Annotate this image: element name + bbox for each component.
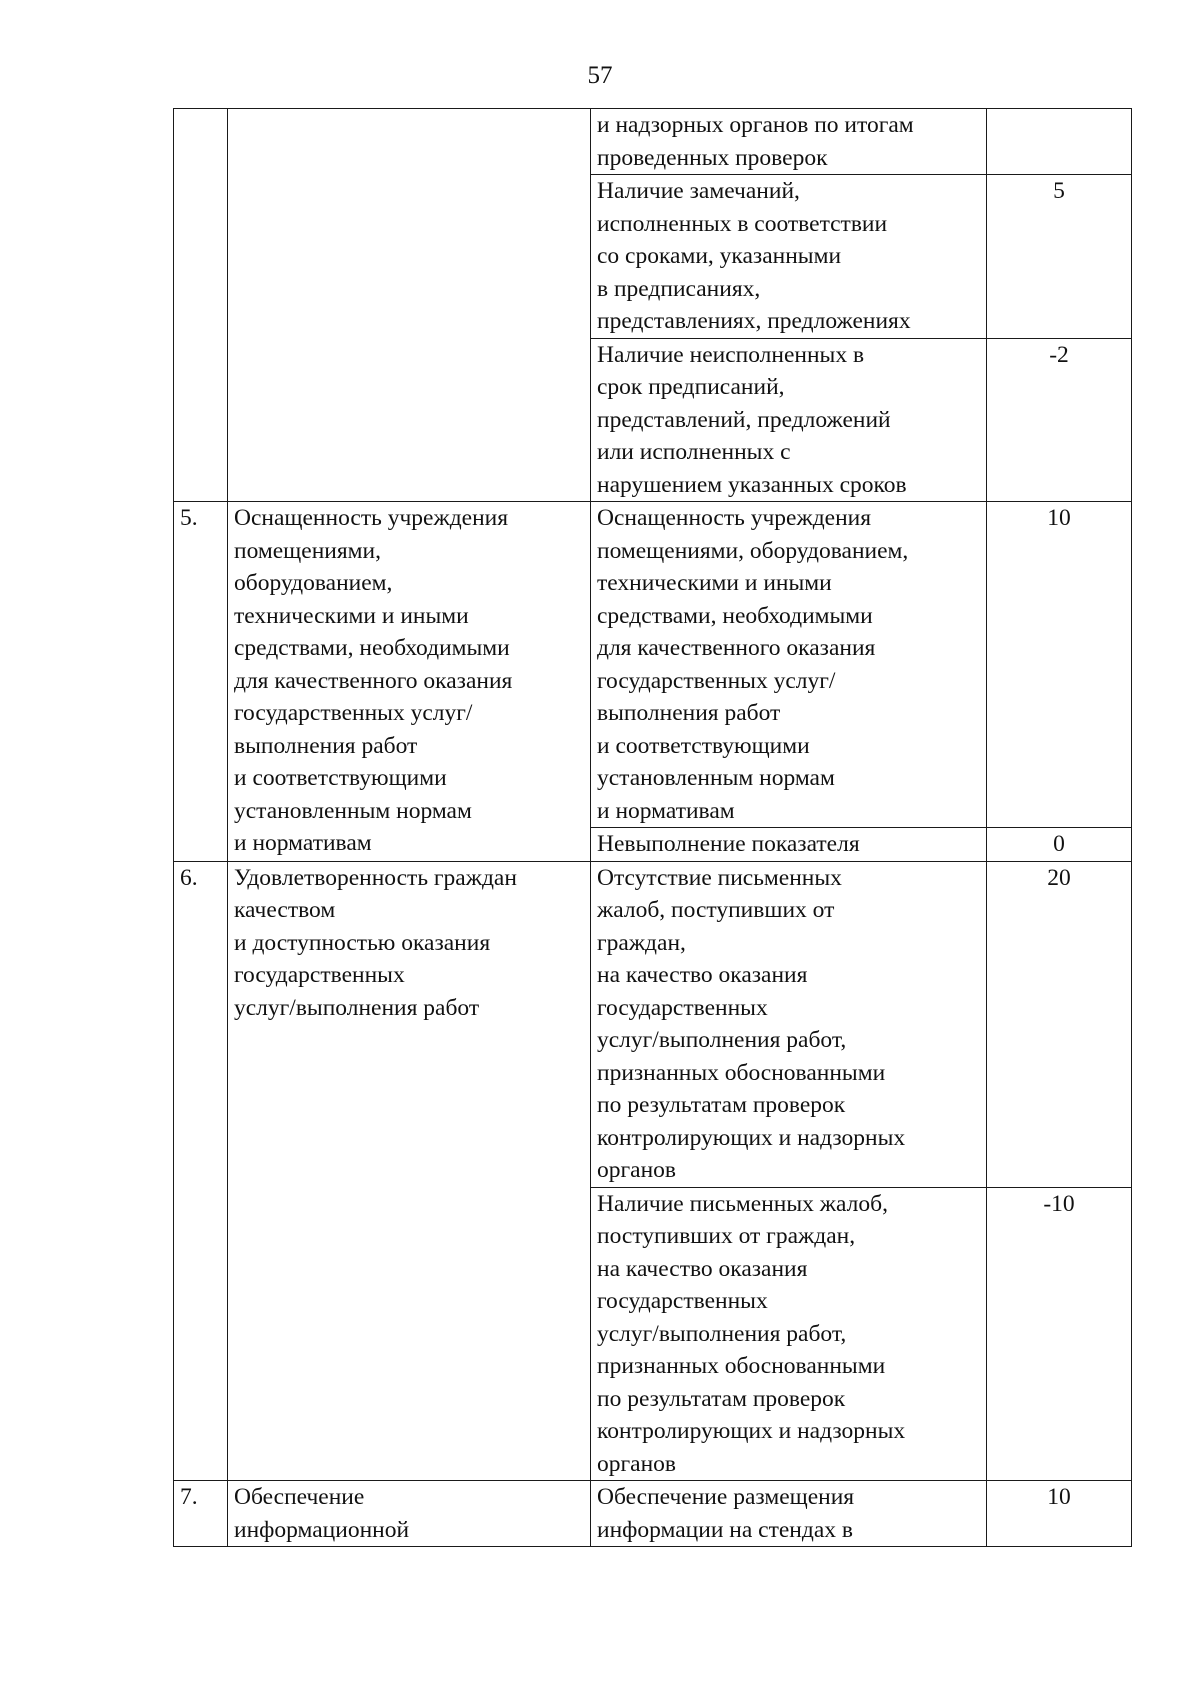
indicator-cell: Оснащенность учреждения помещениями, оборудованием, техническими и иными средствами, необходимыми для качественного оказания государственных услуг/ выполнения работ и соответствующими установленным нормам и нормативам (591, 502, 987, 828)
criteria-table (173, 108, 1132, 1547)
table-row (174, 861, 1132, 1187)
page-number: 57 (587, 62, 613, 89)
criterion-cell: Оснащенность учреждения помещениями, оборудованием, техническими и иными средствами, необходимыми для качественного оказания государственных услуг/ выполнения работ и соответствующими установленным нормам и нормативам (228, 502, 591, 862)
points-cell: 10 (987, 1481, 1132, 1547)
row-number: 7. (174, 1481, 228, 1547)
table-row (174, 109, 1132, 175)
row-number: 6. (174, 861, 228, 1481)
criterion-cell (228, 109, 591, 502)
criterion-cell: Удовлетворенность граждан качеством и доступностью оказания государственных услуг/выполнения работ (228, 861, 591, 1481)
indicator-cell: Наличие неисполненных в срок предписаний, представлений, предложений или исполненных с нарушением указанных сроков (591, 338, 987, 502)
points-cell: 5 (987, 175, 1132, 339)
criterion-cell: Обеспечение информационной (228, 1481, 591, 1547)
table-row (174, 1481, 1132, 1547)
row-number: 5. (174, 502, 228, 862)
indicator-cell: и надзорных органов по итогам проведенных проверок (591, 109, 987, 175)
row-number (174, 109, 228, 502)
indicator-cell: Обеспечение размещения информации на стендах в (591, 1481, 987, 1547)
points-cell: -2 (987, 338, 1132, 502)
indicator-cell: Наличие замечаний, исполненных в соответствии со сроками, указанными в предписаниях, представлениях, предложениях (591, 175, 987, 339)
indicator-cell: Отсутствие письменных жалоб, поступивших от граждан, на качество оказания государственных услуг/выполнения работ, признанных обоснованными по результатам проверок контролирующих и надзорных органов (591, 861, 987, 1187)
points-cell: 20 (987, 861, 1132, 1187)
indicator-cell: Наличие письменных жалоб, поступивших от граждан, на качество оказания государственных услуг/выполнения работ, признанных обоснованными по результатам проверок контролирующих и надзорных органов (591, 1187, 987, 1481)
points-cell: -10 (987, 1187, 1132, 1481)
points-cell: 10 (987, 502, 1132, 828)
points-cell: 0 (987, 828, 1132, 862)
indicator-cell: Невыполнение показателя (591, 828, 987, 862)
table-row (174, 502, 1132, 828)
points-cell (987, 109, 1132, 175)
